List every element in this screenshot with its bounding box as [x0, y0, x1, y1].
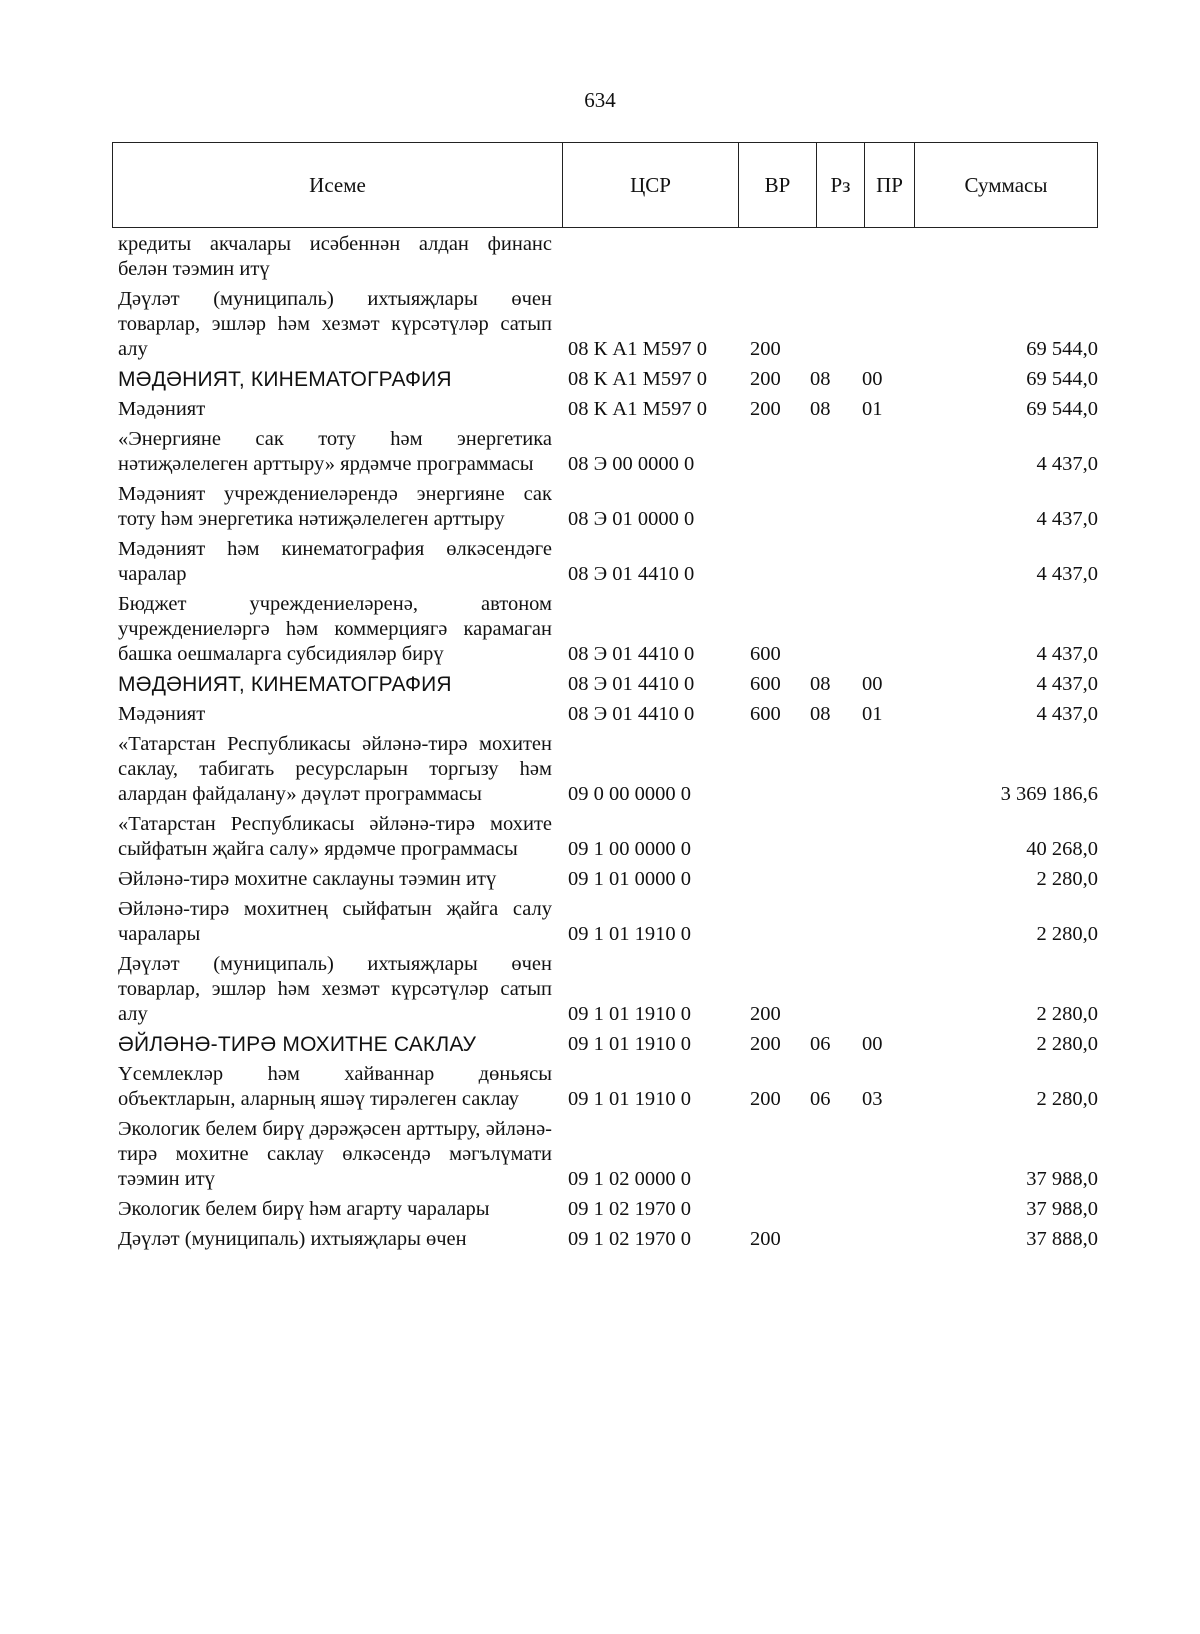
row-csr: 08 К А1 М597 0	[568, 368, 707, 390]
row-rz: 06	[810, 1088, 831, 1110]
row-csr: 08 Э 01 4410 0	[568, 703, 695, 725]
table-row	[118, 232, 1098, 282]
row-pr: 00	[862, 673, 883, 695]
row-csr: 09 1 02 1970 0	[568, 1198, 691, 1220]
row-name: Мәдәният	[118, 398, 206, 420]
table-row	[118, 952, 1098, 1027]
row-rz: 08	[810, 703, 831, 725]
row-name: кредиты акчалары исәбеннән алдан финанс белән тәэмин итү	[118, 233, 552, 280]
row-sum: 2 280,0	[1036, 1003, 1098, 1025]
row-csr: 09 1 01 0000 0	[568, 868, 691, 890]
header-vr: ВР	[739, 143, 817, 227]
row-rz: 06	[810, 1033, 831, 1055]
table-row	[118, 287, 1098, 362]
row-name: Әйләнә-тирә мохитне саклауны тәэмин итү	[118, 868, 497, 890]
table-row	[118, 672, 1098, 697]
row-sum: 69 544,0	[1026, 398, 1098, 420]
table-row	[118, 537, 1098, 587]
row-csr: 08 Э 01 4410 0	[568, 643, 695, 665]
row-rz: 08	[810, 398, 831, 420]
table-row	[118, 702, 1098, 727]
row-sum: 37 988,0	[1026, 1168, 1098, 1190]
row-name: Экологик белем бирү һәм агарту чаралары	[118, 1198, 490, 1220]
row-pr: 01	[862, 703, 883, 725]
row-csr: 08 Э 01 4410 0	[568, 563, 695, 585]
row-csr: 09 1 00 0000 0	[568, 838, 691, 860]
row-name: «Татарстан Республикасы әйләнә-тирә мохитен саклау, табигать ресурсларын торгызу һәм алардан файдалану» дәүләт программасы	[118, 733, 552, 805]
row-pr: 01	[862, 398, 883, 420]
row-csr: 09 1 01 1910 0	[568, 1003, 691, 1025]
row-sum: 4 437,0	[1036, 703, 1098, 725]
header-sum: Суммасы	[964, 172, 1048, 197]
header-pr: ПР	[865, 143, 915, 227]
table-row	[118, 897, 1098, 947]
row-name: Үсемлекләр һәм хайваннар дөньясы объектларын, аларның яшәү тирәлеген саклау	[118, 1063, 552, 1110]
row-sum: 4 437,0	[1036, 508, 1098, 530]
table-body	[118, 232, 1098, 1257]
row-sum: 2 280,0	[1036, 923, 1098, 945]
row-pr: 03	[862, 1088, 883, 1110]
table-row	[118, 592, 1098, 667]
table-row	[118, 1062, 1098, 1112]
row-vr: 200	[750, 368, 781, 390]
row-sum: 69 544,0	[1026, 338, 1098, 360]
row-csr: 08 Э 01 0000 0	[568, 508, 695, 530]
table-row	[118, 812, 1098, 862]
row-name: Мәдәният учреждениеләрендә энергияне сак тоту һәм энергетика нәтиҗәлелеген арттыру	[118, 483, 552, 530]
row-sum: 4 437,0	[1036, 673, 1098, 695]
row-name: «Татарстан Республикасы әйләнә-тирә мохите сыйфатын җайга салу» ярдәмче программасы	[118, 813, 552, 860]
header-csr: ЦСР	[563, 143, 739, 227]
row-rz: 08	[810, 368, 831, 390]
table-row	[118, 732, 1098, 807]
row-vr: 600	[750, 673, 781, 695]
row-name: Дәүләт (муниципаль) ихтыяҗлары өчен товарлар, эшләр һәм хезмәт күрсәтүләр сатып алу	[118, 953, 552, 1025]
row-vr: 600	[750, 643, 781, 665]
table-row	[118, 1227, 1098, 1252]
row-sum: 3 369 186,6	[1000, 783, 1098, 805]
row-sum: 37 888,0	[1026, 1228, 1098, 1250]
row-csr: 08 Э 00 0000 0	[568, 453, 695, 475]
row-name: Мәдәният	[118, 703, 206, 725]
row-sum: 4 437,0	[1036, 563, 1098, 585]
row-sum: 2 280,0	[1036, 1088, 1098, 1110]
page-number: 634	[584, 88, 616, 112]
header-rz: Рз	[817, 143, 865, 227]
header-name: Исеме	[113, 143, 563, 227]
row-sum: 2 280,0	[1036, 1033, 1098, 1055]
row-csr: 09 1 01 1910 0	[568, 1088, 691, 1110]
row-vr: 200	[750, 1228, 781, 1250]
row-name: ӘЙЛӘНӘ-ТИРӘ МОХИТНЕ САКЛАУ	[118, 1033, 477, 1056]
row-csr: 09 1 02 1970 0	[568, 1228, 691, 1250]
table-row	[118, 1197, 1098, 1222]
row-vr: 200	[750, 338, 781, 360]
row-name: Экологик белем бирү дәрәҗәсен арттыру, әйләнә-тирә мохитне саклау өлкәсендә мәгълүмати тәэмин итү	[118, 1118, 552, 1190]
row-name: МӘДӘНИЯТ, КИНЕМАТОГРАФИЯ	[118, 368, 452, 391]
row-rz: 08	[810, 673, 831, 695]
row-sum: 4 437,0	[1036, 453, 1098, 475]
row-csr: 09 1 02 0000 0	[568, 1168, 691, 1190]
row-csr: 09 1 01 1910 0	[568, 1033, 691, 1055]
table-row	[118, 1117, 1098, 1192]
row-csr: 09 1 01 1910 0	[568, 923, 691, 945]
table-row	[118, 482, 1098, 532]
row-name: Бюджет учреждениеләренә, автоном учреждениеләргә һәм коммерциягә карамаган башка оешмаларга субсидияләр бирү	[118, 593, 552, 665]
row-sum: 40 268,0	[1026, 838, 1098, 860]
row-name: Дәүләт (муниципаль) ихтыяҗлары өчен товарлар, эшләр һәм хезмәт күрсәтүләр сатып алу	[118, 288, 552, 360]
row-vr: 200	[750, 1003, 781, 1025]
row-sum: 2 280,0	[1036, 868, 1098, 890]
table-row	[118, 867, 1098, 892]
row-vr: 200	[750, 1033, 781, 1055]
row-sum: 69 544,0	[1026, 368, 1098, 390]
row-vr: 600	[750, 703, 781, 725]
row-vr: 200	[750, 398, 781, 420]
table-row	[118, 427, 1098, 477]
table-row	[118, 397, 1098, 422]
row-name: Әйләнә-тирә мохитнең сыйфатын җайга салу чаралары	[118, 898, 552, 945]
row-csr: 08 К А1 М597 0	[568, 338, 707, 360]
row-name: Мәдәният һәм кинематография өлкәсендәге чаралар	[118, 538, 552, 585]
row-name: МӘДӘНИЯТ, КИНЕМАТОГРАФИЯ	[118, 673, 452, 696]
row-sum: 37 988,0	[1026, 1198, 1098, 1220]
table-header	[112, 142, 1098, 228]
row-sum: 4 437,0	[1036, 643, 1098, 665]
row-csr: 08 Э 01 4410 0	[568, 673, 695, 695]
row-name: Дәүләт (муниципаль) ихтыяҗлары өчен	[118, 1228, 467, 1250]
row-vr: 200	[750, 1088, 781, 1110]
table-row	[118, 367, 1098, 392]
row-csr: 09 0 00 0000 0	[568, 783, 691, 805]
table-row	[118, 1032, 1098, 1057]
row-pr: 00	[862, 368, 883, 390]
row-name: «Энергияне сак тоту һәм энергетика нәтиҗәлелеген арттыру» ярдәмче программасы	[118, 428, 552, 475]
row-csr: 08 К А1 М597 0	[568, 398, 707, 420]
row-pr: 00	[862, 1033, 883, 1055]
